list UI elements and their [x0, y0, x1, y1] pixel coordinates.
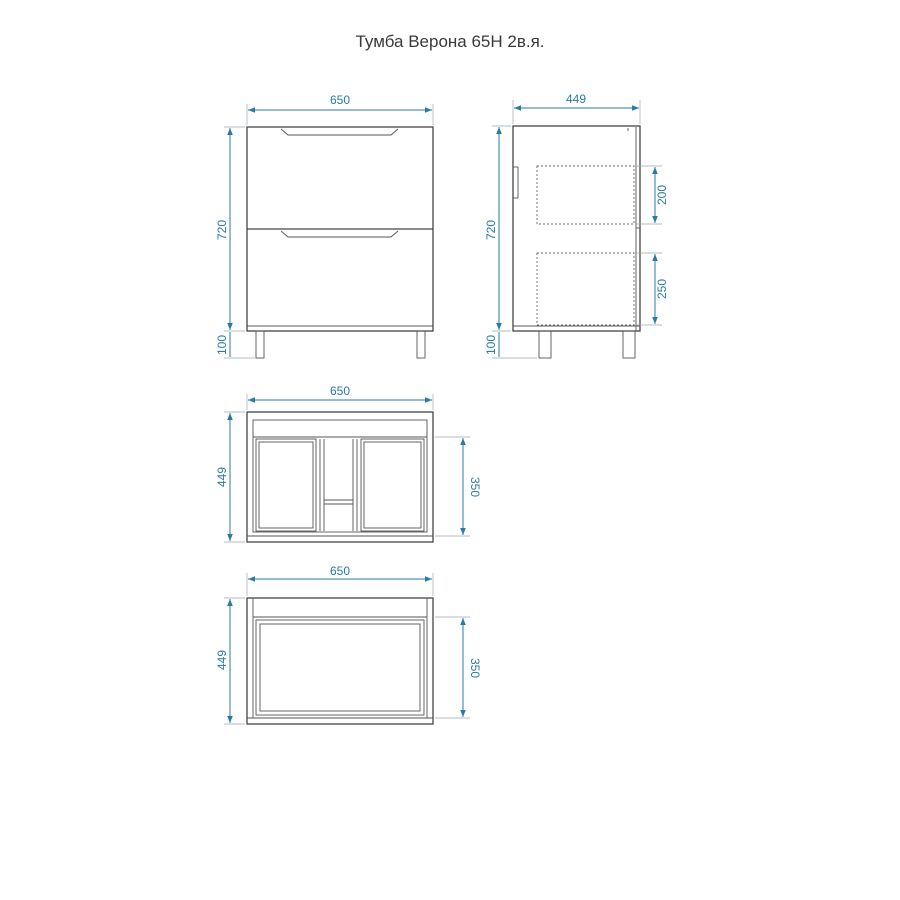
front-legs-label: 100: [215, 334, 229, 356]
side-depth-label: 449: [565, 92, 587, 106]
side-drawer-top-label: 200: [655, 184, 669, 206]
side-view: [513, 126, 640, 358]
bottom-plan-inner-label: 350: [468, 657, 482, 679]
side-legs-label: 100: [484, 334, 498, 356]
bottom-plan-width-dimension: [247, 564, 433, 596]
top-plan-depth-label: 449: [215, 466, 229, 488]
drawing-title: Тумба Верона 65Н 2в.я.: [355, 32, 545, 51]
bottom-plan-inner-dimension: [435, 617, 482, 718]
top-drawer-plan: [247, 412, 433, 542]
side-height-label: 720: [484, 219, 498, 241]
bottom-plan-depth-dimension: [215, 598, 245, 724]
bottom-plan-depth-label: 449: [215, 649, 229, 671]
front-height-dimension: [215, 127, 255, 358]
side-drawer-bottom-label: 250: [655, 278, 669, 300]
top-plan-inner-label: 350: [468, 476, 482, 498]
side-height-dimension: [484, 126, 537, 358]
top-plan-depth-dimension: [215, 412, 245, 542]
front-width-dimension: [247, 93, 433, 125]
top-plan-width-dimension: [247, 384, 433, 410]
top-plan-width-label: 650: [329, 384, 351, 398]
bottom-drawer-plan: [247, 598, 433, 724]
front-width-label: 650: [329, 93, 351, 107]
front-view: [247, 127, 433, 358]
bottom-plan-width-label: 650: [329, 564, 351, 578]
side-depth-dimension: [513, 92, 640, 124]
side-drawer-dimensions: [636, 166, 669, 325]
front-height-label: 720: [215, 219, 229, 241]
top-plan-inner-dimension: [435, 437, 482, 536]
